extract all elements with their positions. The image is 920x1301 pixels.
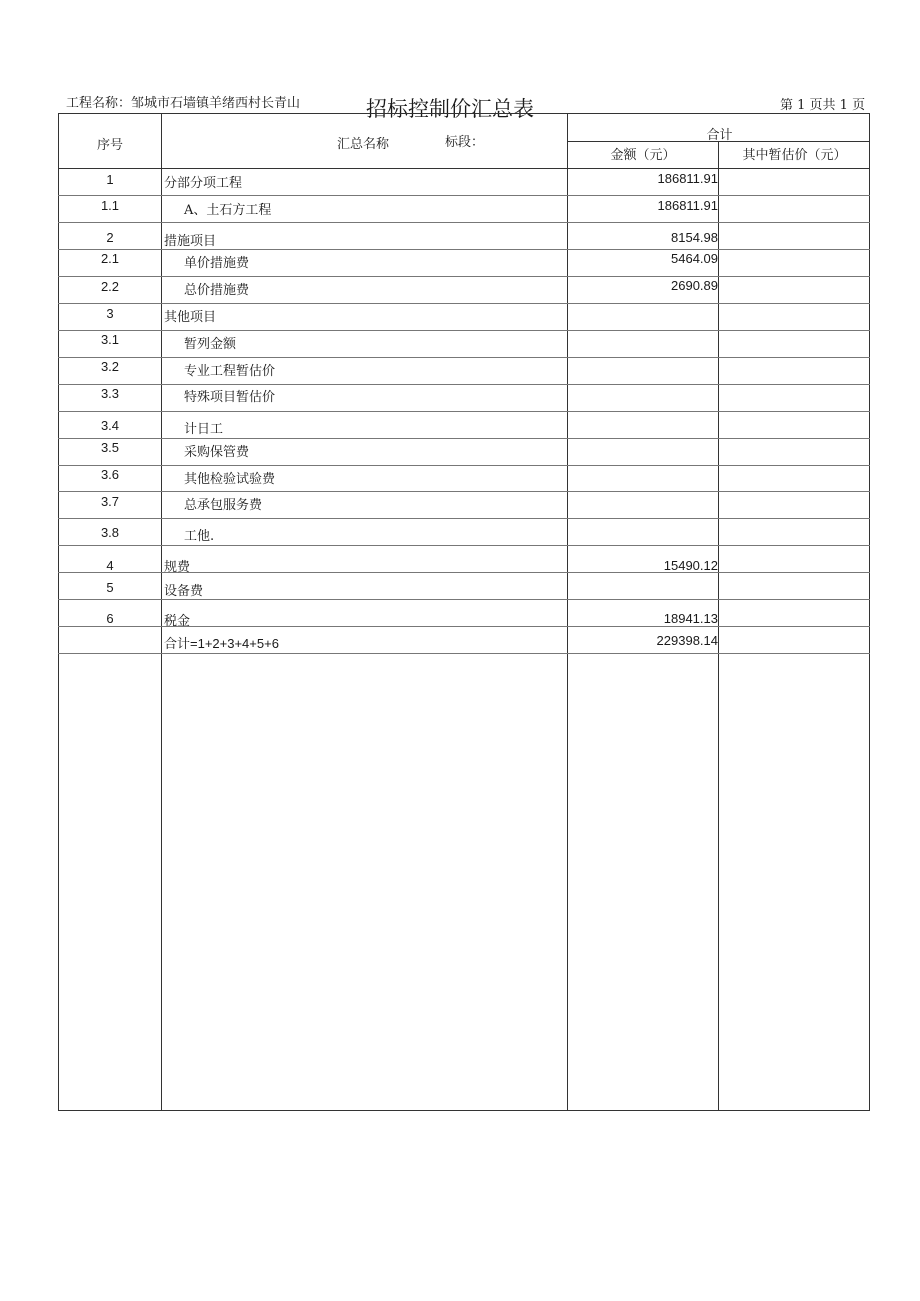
row-name: 工他. [184, 529, 215, 544]
row-name: 税金 [164, 614, 191, 629]
row-divider [58, 653, 870, 654]
row-name: 采购保管费 [184, 445, 250, 460]
row-name: 设备费 [164, 584, 204, 599]
row-name: 措施项目 [164, 234, 217, 249]
row-amount: 8154.98 [671, 230, 718, 245]
row-serial: 1.1 [100, 198, 120, 213]
row-name: 专业工程暂估价 [184, 364, 276, 379]
row-serial: 1 [106, 172, 114, 187]
row-amount: 15490.12 [663, 558, 718, 573]
row-amount: 186811.91 [657, 171, 718, 186]
row-name: 总承包服务费 [184, 498, 263, 513]
col-divider-name [567, 113, 568, 1111]
row-amount: 186811.91 [657, 198, 718, 213]
row-divider [58, 491, 870, 492]
row-name: A、土石方工程 [184, 203, 272, 218]
row-divider [58, 276, 870, 277]
row-serial: 3.4 [100, 418, 120, 433]
header-name: 汇总名称 [337, 137, 390, 152]
row-divider [58, 599, 870, 600]
row-serial: 3.2 [100, 359, 120, 374]
row-serial: 5 [106, 580, 114, 595]
total-row-amount: 229398.14 [656, 633, 718, 648]
header-serial: 序号 [96, 138, 123, 153]
row-serial: 3.8 [100, 525, 120, 540]
header-amount: 金额（元） [610, 148, 676, 163]
row-name: 总价措施费 [184, 283, 250, 298]
row-divider [58, 303, 870, 304]
row-divider [58, 330, 870, 331]
row-serial: 3.3 [100, 386, 120, 401]
row-serial: 4 [106, 558, 114, 573]
row-name: 规费 [164, 560, 191, 575]
page-title: 招标控制价汇总表 [366, 97, 534, 121]
row-serial: 3.5 [100, 440, 120, 455]
row-name: 分部分项工程 [164, 176, 243, 191]
row-serial: 6 [106, 611, 114, 626]
row-serial: 2.2 [100, 279, 120, 294]
row-name: 特殊项目暂估价 [184, 390, 276, 405]
row-divider [58, 195, 870, 196]
row-name: 计日工 [184, 422, 224, 437]
row-name: 暂列金额 [184, 337, 237, 352]
row-divider [58, 222, 870, 223]
row-amount: 5464.09 [671, 251, 718, 266]
row-serial: 3.6 [100, 467, 120, 482]
row-name: 其他检验试验费 [184, 472, 276, 487]
row-serial: 3.7 [100, 494, 120, 509]
row-amount: 2690.89 [671, 278, 718, 293]
row-divider [58, 249, 870, 250]
row-divider [58, 438, 870, 439]
row-divider [58, 357, 870, 358]
section-label: 标段： [445, 135, 485, 150]
row-divider [58, 465, 870, 466]
col-divider-serial [161, 113, 162, 1111]
header-provisional: 其中暂估价（元） [742, 148, 847, 163]
row-name: 其他项目 [164, 310, 217, 325]
row-divider [58, 545, 870, 546]
total-row-name: 合计=1+2+3+4+5+6 [164, 636, 279, 651]
header-total-group: 合计 [706, 128, 733, 143]
row-divider [58, 384, 870, 385]
row-serial: 3.1 [100, 332, 120, 347]
row-divider [58, 518, 870, 519]
row-serial: 3 [106, 306, 114, 321]
row-serial: 2 [106, 230, 114, 245]
page-number: 第 1 页共 1 页 [780, 98, 866, 113]
row-serial: 2.1 [100, 251, 120, 266]
row-divider [58, 411, 870, 412]
project-name: 工程名称：邹城市石墙镇羊绪西村长青山 [66, 96, 301, 111]
row-divider [58, 168, 870, 169]
row-name: 单价措施费 [184, 256, 250, 271]
row-amount: 18941.13 [663, 611, 718, 626]
